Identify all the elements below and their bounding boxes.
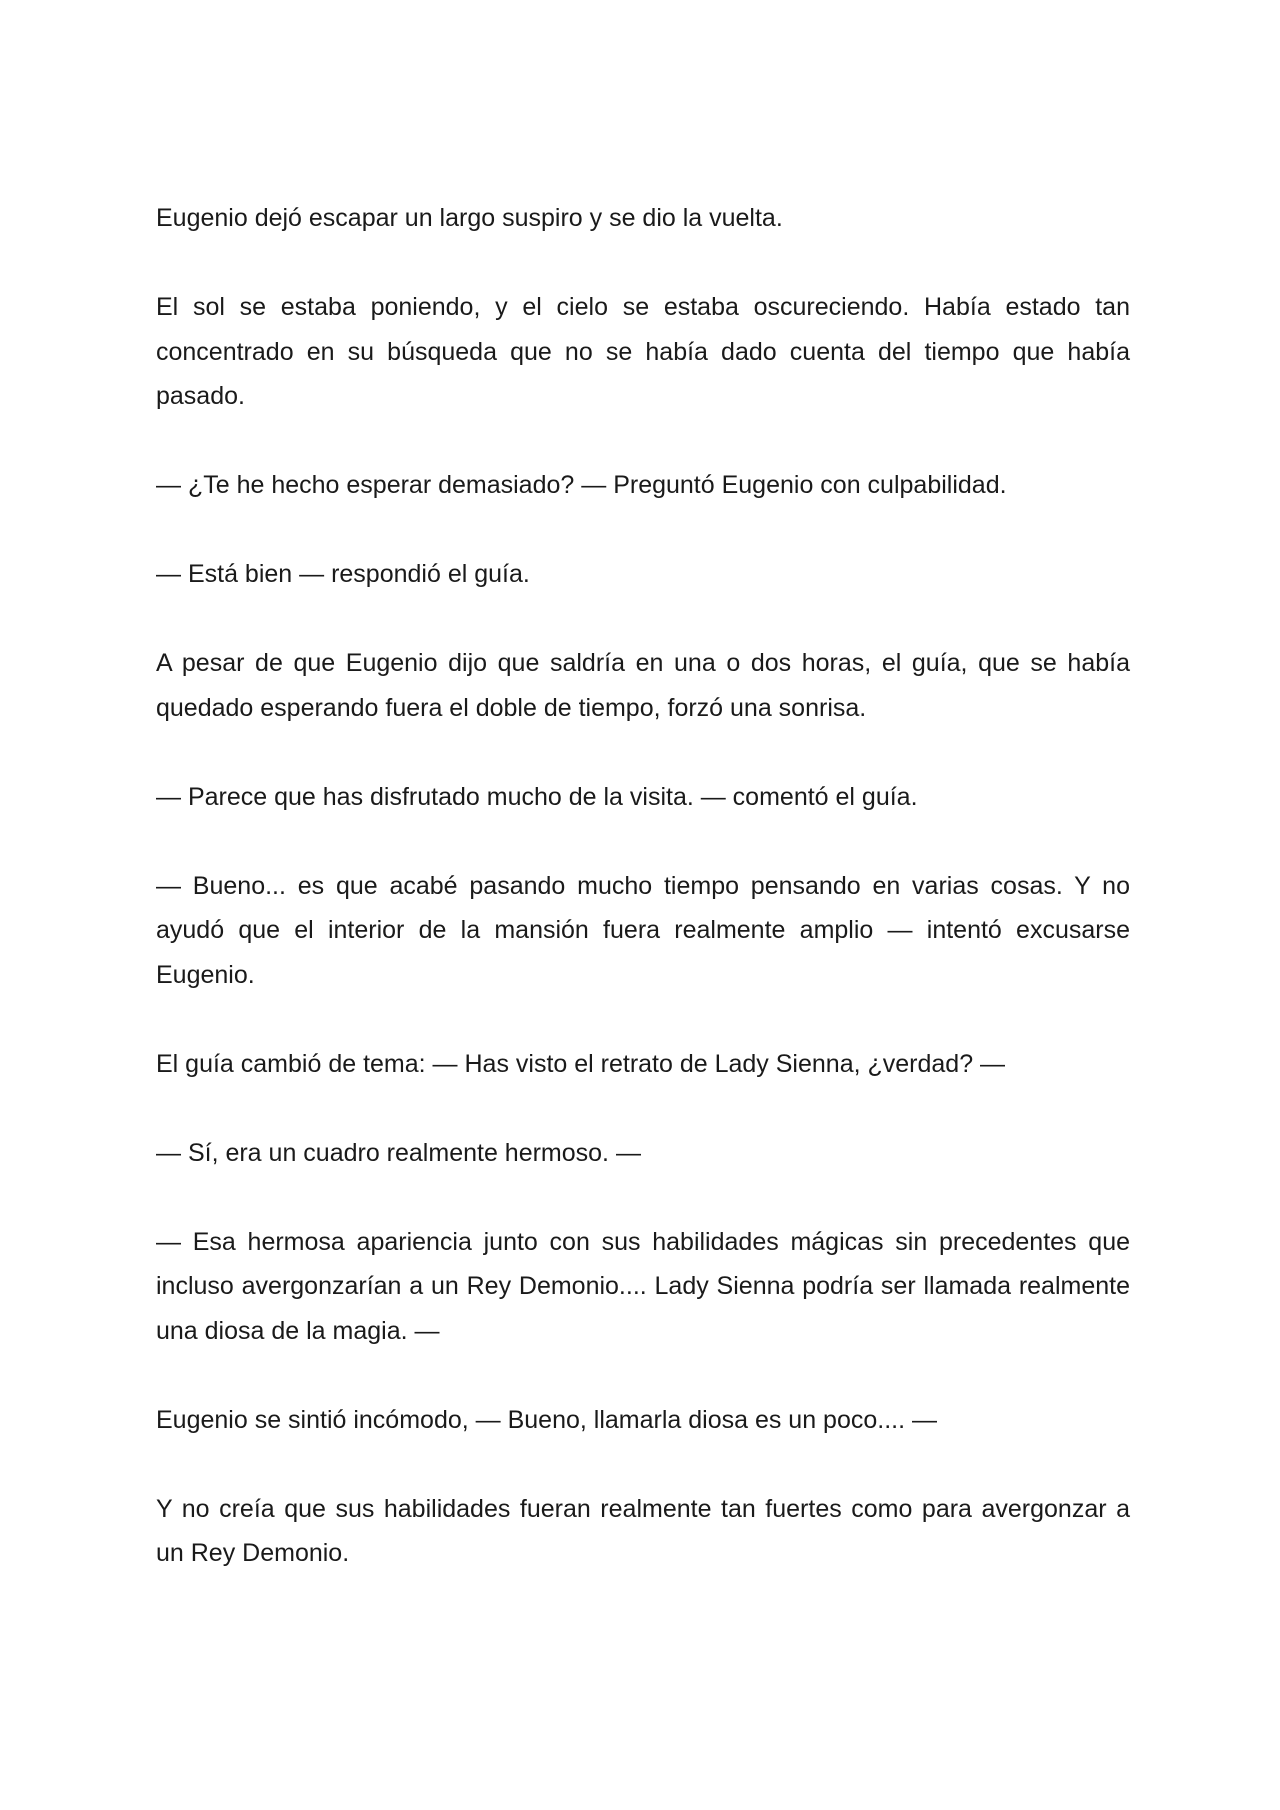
- paragraph: Eugenio se sintió incómodo, — Bueno, llamarla diosa es un poco.... —: [156, 1405, 937, 1434]
- paragraph: — Parece que has disfrutado mucho de la visita. — comentó el guía.: [156, 782, 918, 811]
- paragraph: Eugenio dejó escapar un largo suspiro y se dio la vuelta.: [156, 204, 783, 232]
- paragraph: Y no creía que sus habilidades fueran realmente tan fuertes como para avergonzar a un Rey Demonio.: [156, 1494, 1130, 1567]
- paragraph: — Está bien — respondió el guía.: [156, 560, 530, 588]
- paragraph: El sol se estaba poniendo, y el cielo se estaba oscureciendo. Había estado tan concentrado en su búsqueda que no se había dado cuenta del tiempo que había pasado.: [156, 293, 1130, 410]
- paragraph: — Bueno... es que acabé pasando mucho tiempo pensando en varias cosas. Y no ayudó que el interior de la mansión fuera realmente amplio — intentó excusarse Eugenio.: [156, 871, 1130, 989]
- document-text-body: [156, 196, 1130, 1620]
- paragraph: — Esa hermosa apariencia junto con sus habilidades mágicas sin precedentes que incluso avergonzarían a un Rey Demonio.... Lady Sienna podría ser llamada realmente una diosa de la magia. —: [156, 1227, 1130, 1345]
- paragraph: A pesar de que Eugenio dijo que saldría en una o dos horas, el guía, que se había quedado esperando fuera el doble de tiempo, forzó una sonrisa.: [156, 649, 1130, 722]
- paragraph: El guía cambió de tema: — Has visto el retrato de Lady Sienna, ¿verdad? —: [156, 1049, 1006, 1078]
- paragraph: — ¿Te he hecho esperar demasiado? — Preguntó Eugenio con culpabilidad.: [156, 471, 1007, 499]
- paragraph: — Sí, era un cuadro realmente hermoso. —: [156, 1138, 641, 1167]
